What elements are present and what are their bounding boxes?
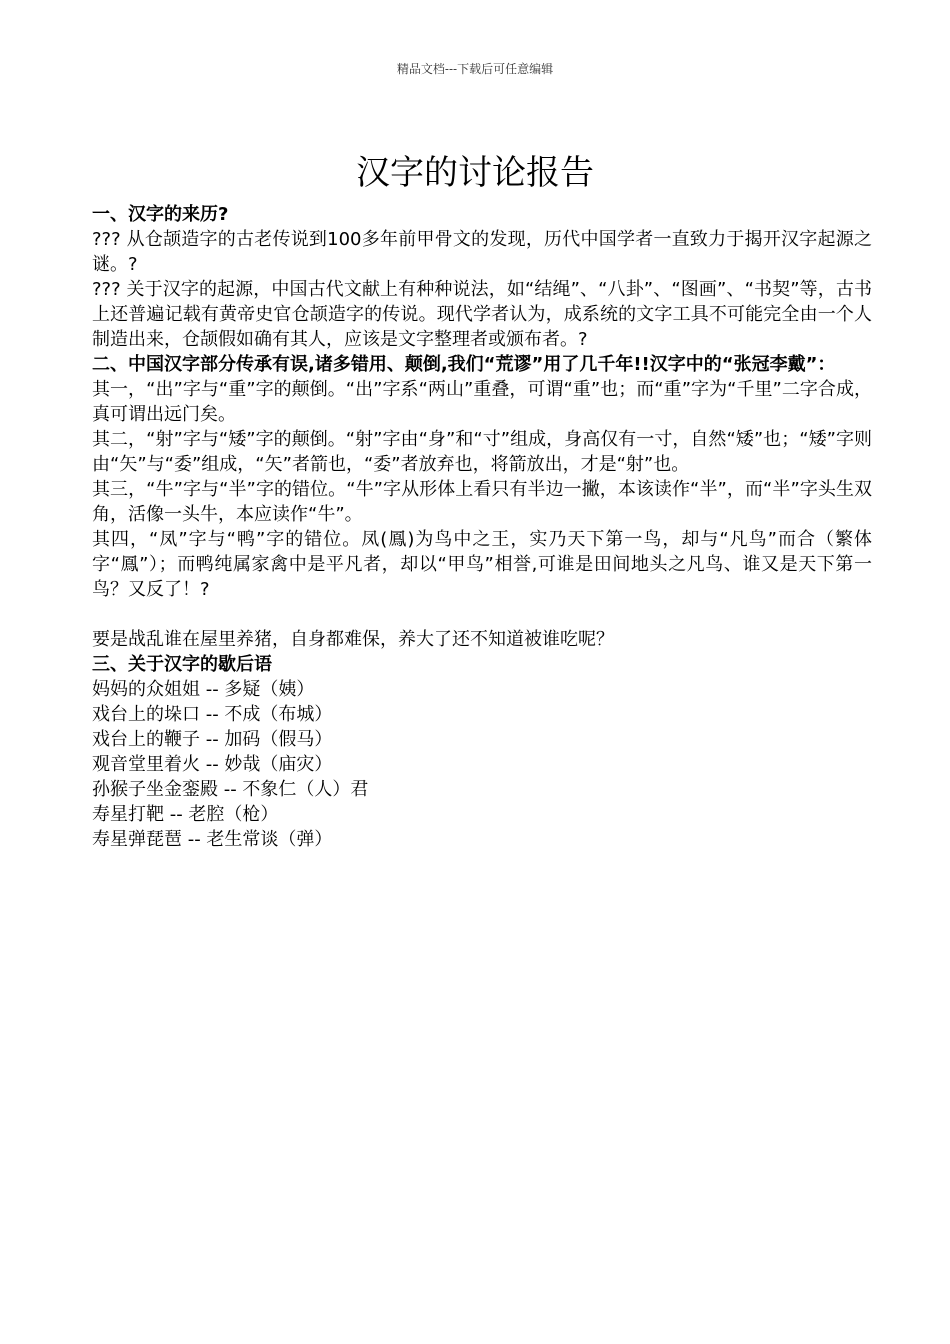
section-2-paragraph-5: 要是战乱谁在屋里养猪，自身都难保，养大了还不知道被谁吃呢？ bbox=[92, 629, 614, 650]
section-3-heading: 三、关于汉字的歇后语 bbox=[92, 654, 272, 675]
section-2-paragraph-3: 其三，“牛”字与“半”字的错位。“牛”字从形体上看只有半边一撇，本该读作“半”，而“半”字头生双角，活像一头牛，本应读作“牛”。 bbox=[92, 479, 872, 525]
xiehouyu-item: 寿星打靶 -- 老腔（枪） bbox=[92, 804, 279, 825]
xiehouyu-item: 戏台上的垛口 -- 不成（布城） bbox=[92, 704, 333, 725]
section-1-paragraph-1: ??? 从仓颉造字的古老传说到100多年前甲骨文的发现，历代中国学者一直致力于揭开汉字起源之谜。? bbox=[92, 229, 872, 275]
xiehouyu-item: 戏台上的鞭子 -- 加码（假马） bbox=[92, 729, 333, 750]
page-header-note: 精品文档---下载后可任意编辑 bbox=[396, 62, 554, 76]
blank-line bbox=[92, 602, 872, 627]
section-2-heading: 二、中国汉字部分传承有误,诸多错用、颠倒,我们“荒谬”用了几千年!!汉字中的“张冠李戴”： bbox=[92, 354, 836, 375]
xiehouyu-item: 妈妈的众姐姐 -- 多疑（姨） bbox=[92, 679, 315, 700]
xiehouyu-item: 寿星弹琵琶 -- 老生常谈（弹） bbox=[92, 829, 333, 850]
section-2-paragraph-1: 其一，“出”字与“重”字的颠倒。“出”字系“两山”重叠，可谓“重”也；而“重”字为“千里”二字合成，真可谓出远门矣。 bbox=[92, 379, 872, 425]
section-1-heading: 一、汉字的来历? bbox=[92, 204, 229, 225]
section-2-paragraph-2: 其二，“射”字与“矮”字的颠倒。“射”字由“身”和“寸”组成，身高仅有一寸，自然“矮”也；“矮”字则由“矢”与“委”组成，“矢”者箭也，“委”者放弃也，将箭放出，才是“射”也。 bbox=[92, 429, 872, 475]
document-body bbox=[92, 202, 872, 852]
xiehouyu-item: 观音堂里着火 -- 妙哉（庙灾） bbox=[92, 754, 333, 775]
section-1-paragraph-2: ??? 关于汉字的起源，中国古代文献上有种种说法，如“结绳”、“八卦”、“图画”、“书契”等，古书上还普遍记载有黄帝史官仓颉造字的传说。现代学者认为，成系统的文字工具不可能完全由一个人制造出来，仓颉假如确有其人，应该是文字整理者或颁布者。? bbox=[92, 279, 872, 350]
section-2-paragraph-4: 其四，“凤”字与“鸭”字的错位。凤(鳳)为鸟中之王，实乃天下第一鸟，却与“凡鸟”而合（繁体字“鳳”）；而鸭纯属家禽中是平凡者，却以“甲鸟”相誉,可谁是田间地头之凡鸟、谁又是天下第一鸟？又反了！? bbox=[92, 529, 872, 600]
document-title: 汉字的讨论报告 bbox=[356, 153, 594, 193]
xiehouyu-item: 孙猴子坐金銮殿 -- 不象仁（人）君 bbox=[92, 779, 369, 800]
